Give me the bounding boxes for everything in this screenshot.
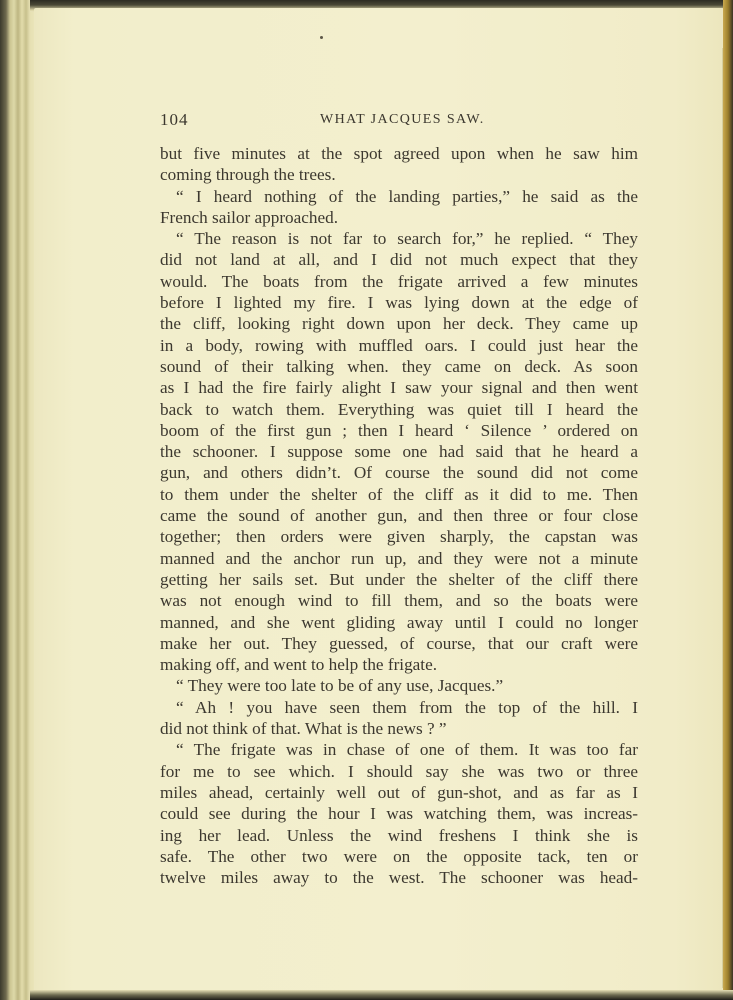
text-line: manned, and she went gliding away until I could no longer — [160, 612, 638, 632]
text-line: would. The boats from the frigate arrived a few minutes — [160, 271, 638, 291]
text-line: getting her sails set. But under the shelter of the cliff there — [160, 569, 638, 589]
text-line: “ The reason is not far to search for,” he replied. “ They — [176, 229, 638, 249]
page-bottom-edge — [30, 990, 733, 1000]
text-line: safe. The other two were on the opposite tack, ten or — [160, 846, 638, 866]
text-line: “ The frigate was in chase of one of them. It was too far — [176, 740, 638, 760]
text-line: together; then orders were given sharply, the capstan was — [160, 527, 638, 547]
text-line: miles ahead, certainly well out of gun-shot, and as far as I — [160, 782, 638, 802]
text-line: making off, and went to help the frigate. — [160, 655, 437, 675]
text-line: in a body, rowing with muffled oars. I could just hear the — [160, 335, 638, 355]
text-line: for me to see which. I should say she was two or three — [160, 761, 638, 781]
text-line: as I had the fire fairly alight I saw your signal and then went — [160, 378, 638, 398]
body-text — [160, 143, 638, 888]
running-head — [160, 106, 638, 136]
print-speck — [320, 36, 323, 39]
text-line: before I lighted my fire. I was lying down at the edge of — [160, 293, 638, 313]
text-line: the schooner. I suppose some one had said that he heard a — [160, 442, 638, 462]
text-line: sound of their talking when. they came on deck. As soon — [160, 356, 638, 376]
text-line: twelve miles away to the west. The schooner was head- — [160, 868, 638, 888]
text-line: “ They were too late to be of any use, Jacques.” — [176, 676, 504, 696]
text-line: French sailor approached. — [160, 207, 339, 227]
text-line: manned and the anchor run up, and they were not a minute — [160, 548, 638, 568]
page-number: 104 — [160, 110, 189, 129]
text-line: “ I heard nothing of the landing parties,” he said as the — [176, 186, 638, 206]
text-line: the cliff, looking right down upon her deck. They came up — [160, 314, 638, 334]
text-line: ing her lead. Unless the wind freshens I think she is — [160, 825, 638, 845]
text-line: “ Ah ! you have seen them from the top of the hill. I — [176, 697, 638, 717]
text-line: back to watch them. Everything was quiet till I heard the — [160, 399, 638, 419]
text-line: gun, and others didn’t. Of course the sound did not come — [160, 463, 638, 483]
text-line: to them under the shelter of the cliff as it did to me. Then — [160, 484, 638, 504]
text-line: could see during the hour I was watching them, was increas- — [160, 804, 638, 824]
text-line: did not land at all, and I did not much expect that they — [160, 250, 638, 270]
text-line: came the sound of another gun, and then three or four close — [160, 506, 638, 526]
text-line: did not think of that. What is the news ? ” — [160, 719, 447, 739]
text-line: was not enough wind to fill them, and so the boats were — [160, 591, 638, 611]
text-line: coming through the trees. — [160, 165, 336, 185]
text-line: boom of the first gun ; then I heard ‘ Silence ’ ordered on — [160, 420, 638, 440]
text-line: but five minutes at the spot agreed upon when he saw him — [160, 144, 638, 163]
page-right-edge — [723, 0, 733, 1000]
text-line: make her out. They guessed, of course, that our craft were — [160, 633, 638, 653]
running-head-title: WHAT JACQUES SAW. — [320, 112, 485, 127]
